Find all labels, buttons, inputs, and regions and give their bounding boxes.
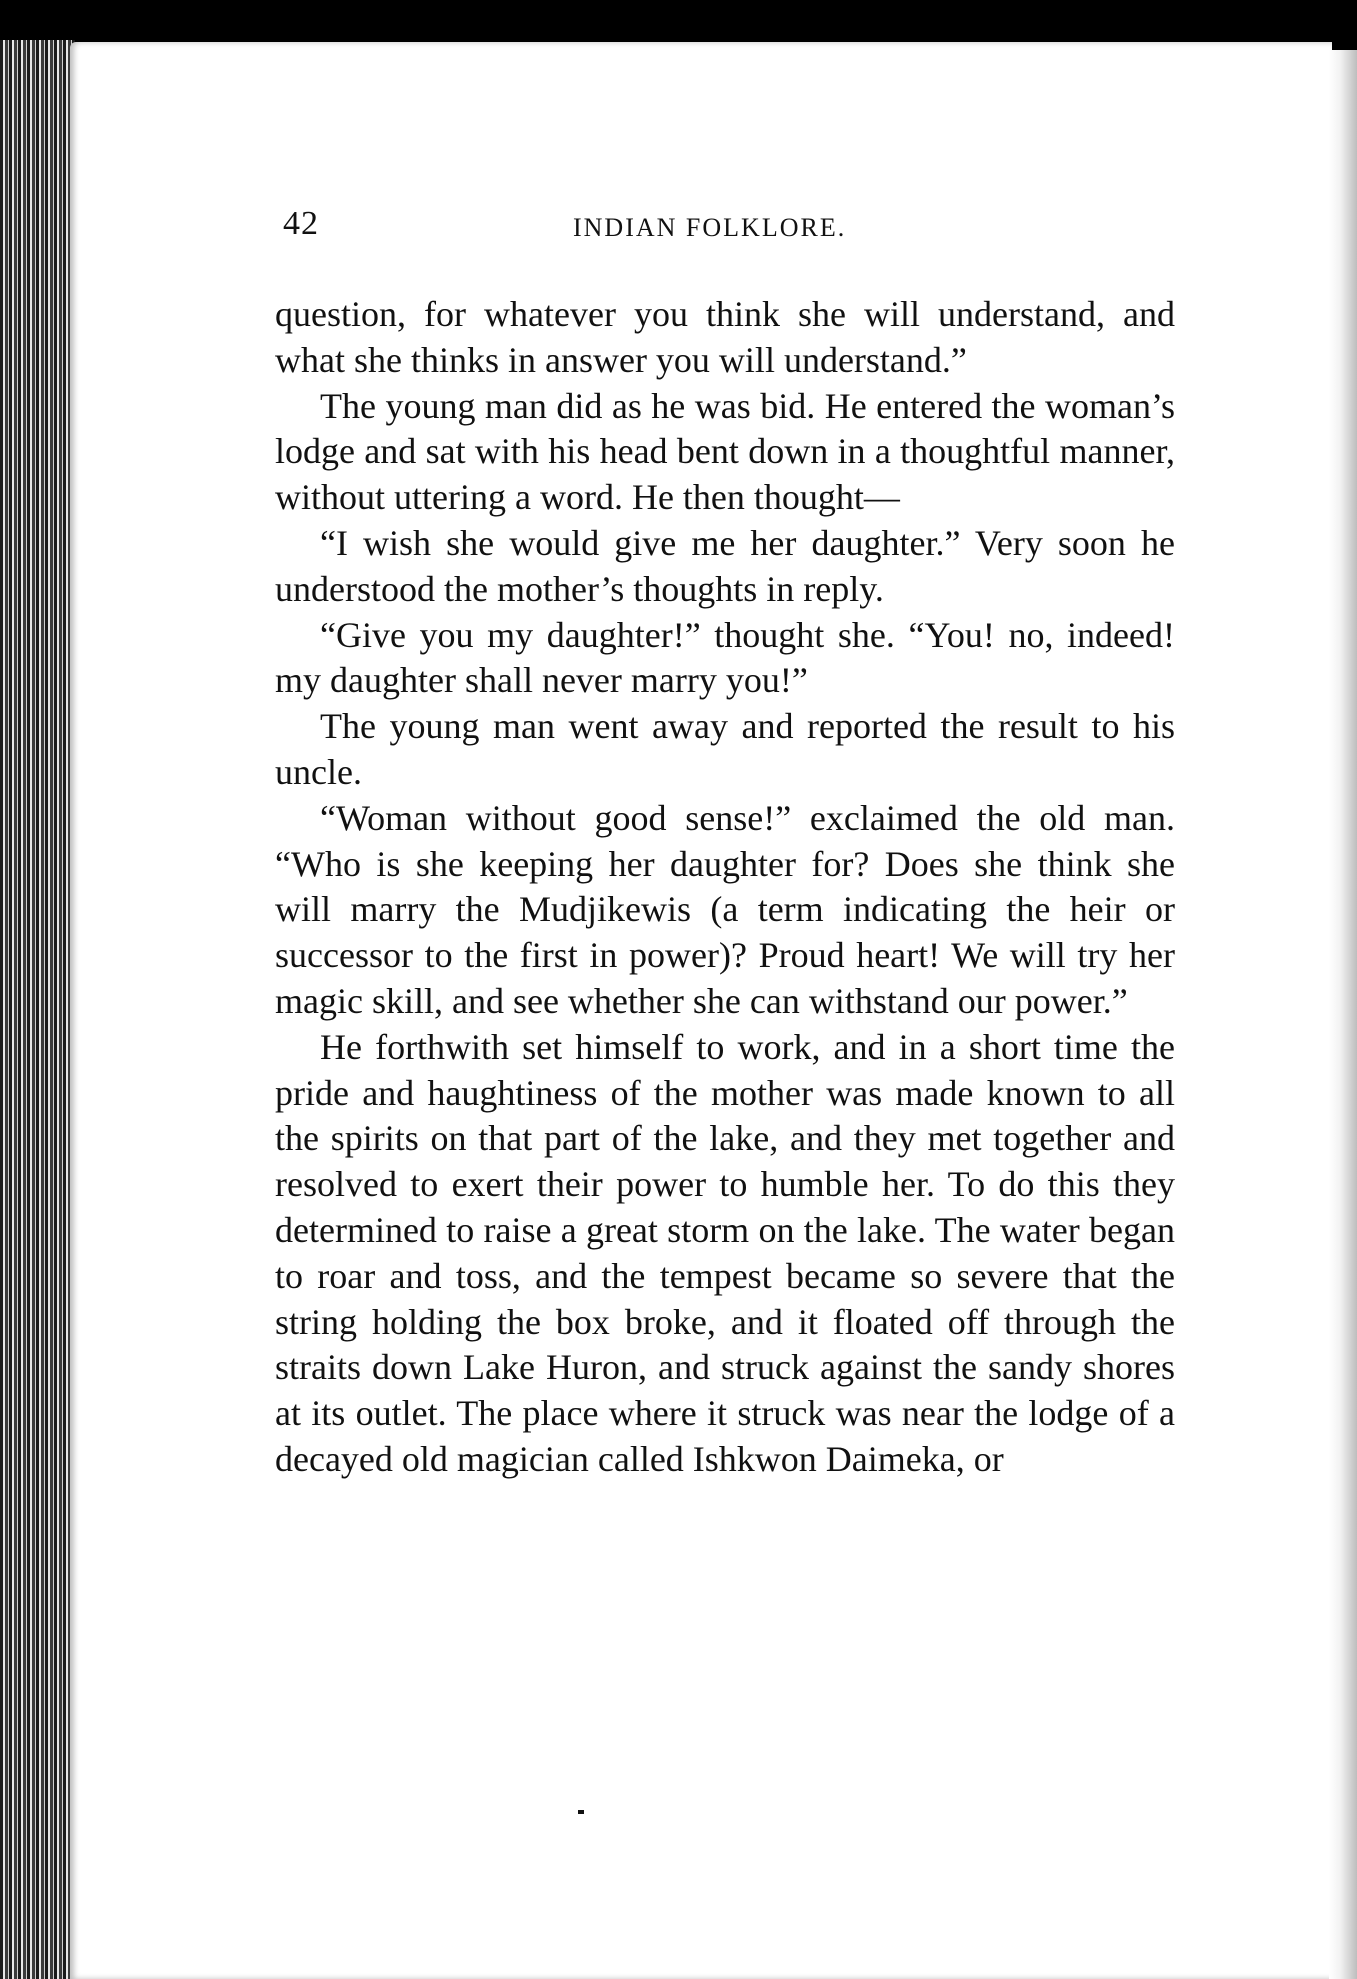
paragraph: The young man went away and reported the result to his uncle. (275, 706, 1175, 792)
paragraph: He forthwith set himself to work, and in a short time the pride and haughtiness of the mother was made known to all the spirits on that part of the lake, and they met together and resolved to exert their power to humble her. To do this they determined to raise a great storm on the lake. The water began to roar and toss, and the tempest became so severe that the string holding the box broke, and it floated off through the straits down Lake Huron, and struck against the sandy shores at its outlet. The place where it struck was near the lodge of a decayed old magician called Ishkwon Daimeka, or (275, 1026, 1175, 1479)
paragraph: “I wish she would give me her daughter.” Very soon he understood the mother’s thoughts in reply. (275, 522, 1175, 609)
page-number: 42 (283, 205, 319, 242)
paragraph-continued: question, for whatever you think she will understand, and what she thinks in answer you will understand.” (275, 294, 1175, 380)
book-binding-edge (0, 40, 75, 1979)
running-title: INDIAN FOLKLORE. (573, 213, 847, 242)
page-body (275, 292, 1175, 1483)
paragraph: “Woman without good sense!” exclaimed the old man. “Who is she keeping her daughter for? Does she think she will marry the Mudjikewis (a term indicating the heir or successor to the first in power)? Proud heart! We will try her magic skill, and see whether she can withstand our power.” (275, 797, 1175, 1021)
page-right-edge (1329, 50, 1357, 1979)
print-mark (578, 1810, 584, 1814)
paragraph: The young man did as he was bid. He entered the woman’s lodge and sat with his head bent down in a thoughtful manner, without uttering a word. He then thought— (275, 385, 1175, 518)
page-header (283, 205, 1183, 255)
paragraph: “Give you my daughter!” thought she. “You! no, indeed! my daughter shall never marry you!” (275, 614, 1175, 701)
